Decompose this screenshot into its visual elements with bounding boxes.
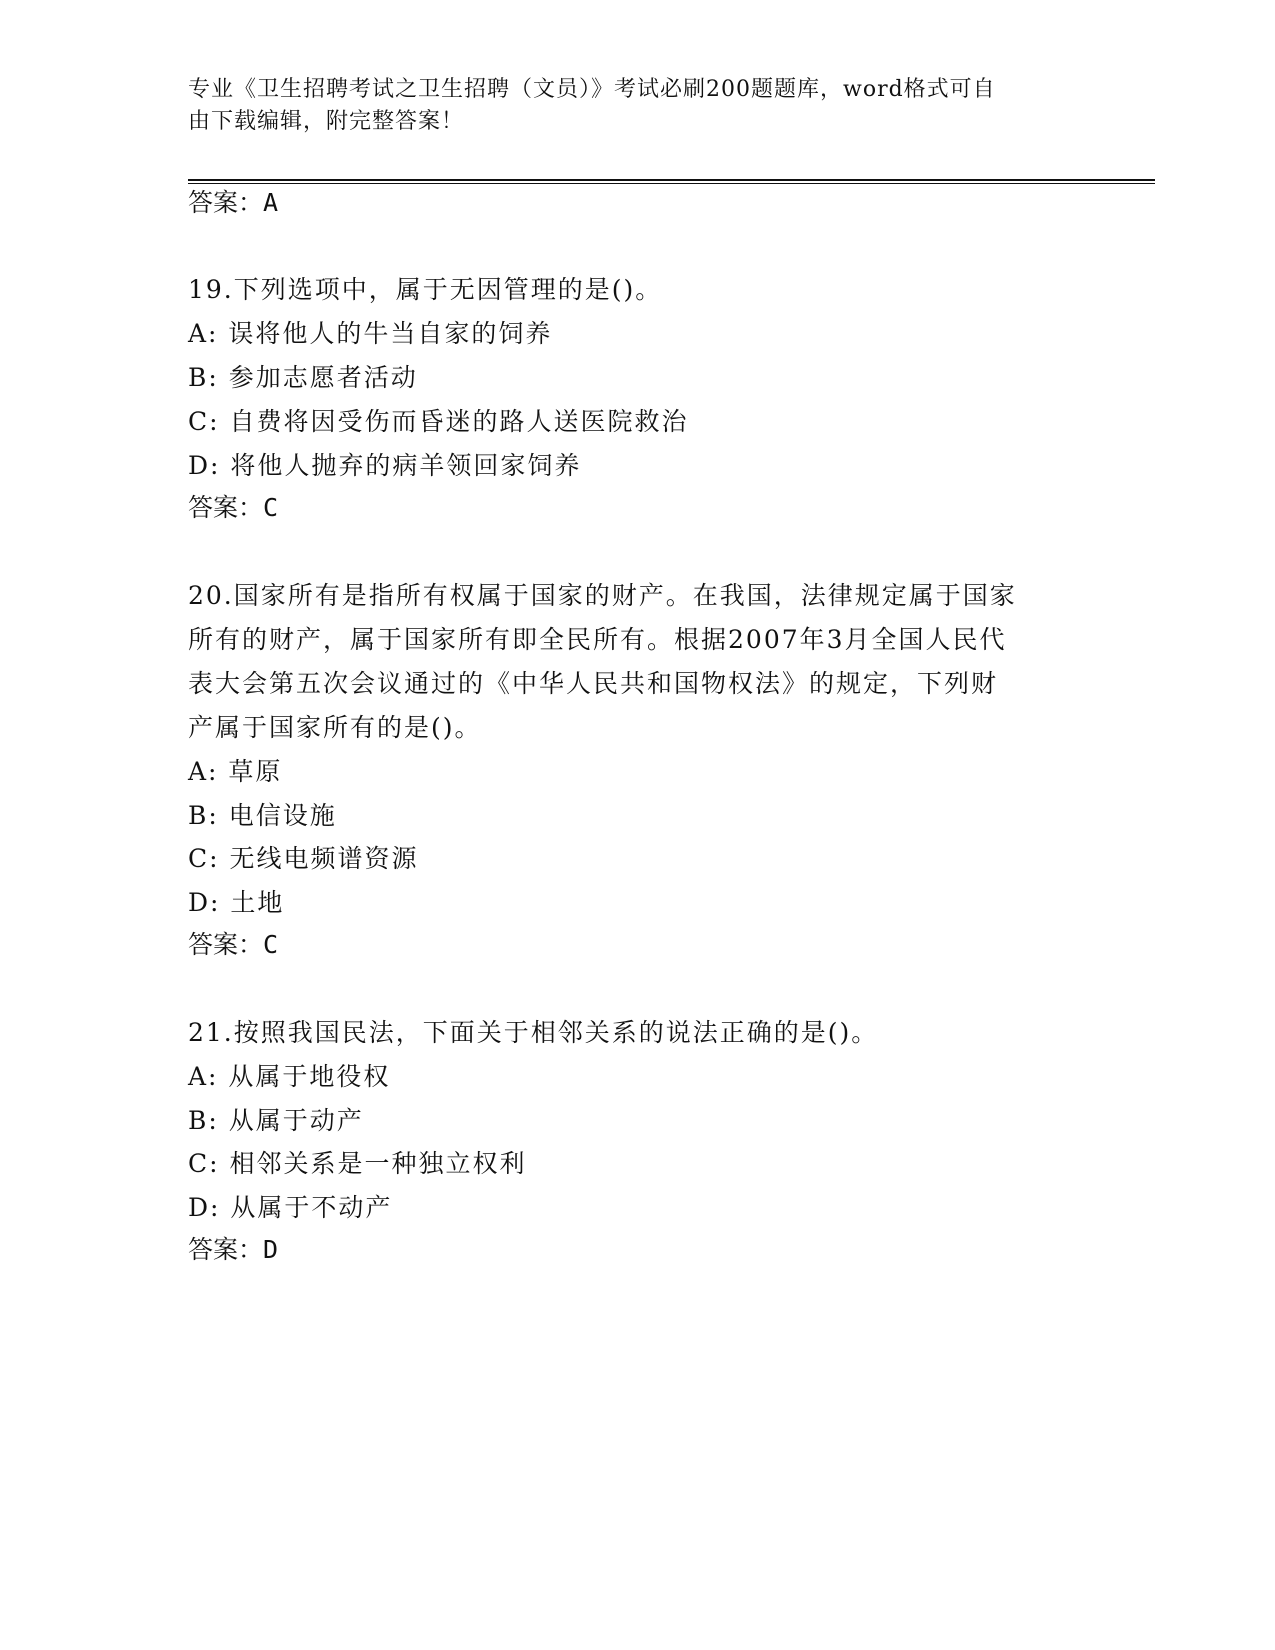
- question-19-option-d: D: 将他人抛弃的病羊领回家饲养: [188, 451, 582, 480]
- question-20-answer: [188, 928, 278, 962]
- question-21-option-a: A: 从属于地役权: [188, 1062, 391, 1091]
- question-20-stem-line-3: 表大会第五次会议通过的《中华人民共和国物权法》的规定，下列财: [188, 669, 999, 698]
- answer-label: 答案：: [188, 1235, 264, 1264]
- answer-label: 答案：: [188, 188, 264, 217]
- question-19-answer: [188, 491, 278, 525]
- answer-value: C: [263, 930, 279, 959]
- answer-label: 答案：: [188, 930, 264, 959]
- question-21-option-b: B: 从属于动产: [188, 1106, 364, 1135]
- question-20-stem-line-2: 所有的财产，属于国家所有即全民所有。根据2007年3月全国人民代: [188, 625, 1007, 654]
- question-19-option-a: A: 误将他人的牛当自家的饲养: [188, 319, 553, 348]
- question-20-stem-line-1: 20.国家所有是指所有权属于国家的财产。在我国，法律规定属于国家: [188, 581, 1017, 610]
- answer-label: 答案：: [188, 493, 264, 522]
- answer-value: D: [263, 1235, 279, 1264]
- question-21-option-d: D: 从属于不动产: [188, 1193, 393, 1222]
- question-20-option-a: A: 草原: [188, 757, 283, 786]
- question-20-option-b: B: 电信设施: [188, 801, 337, 830]
- answer-value: C: [263, 493, 279, 522]
- question-19-option-c: C: 自费将因受伤而昏迷的路人送医院救治: [188, 407, 689, 436]
- question-20-option-d: D: 土地: [188, 888, 285, 917]
- question-19-option-b: B: 参加志愿者活动: [188, 363, 418, 392]
- header-line-1: 专业《卫生招聘考试之卫生招聘（文员）》考试必刷200题题库，word格式可自: [188, 77, 996, 102]
- question-19-stem: 19.下列选项中，属于无因管理的是()。: [188, 275, 663, 304]
- question-21-option-c: C: 相邻关系是一种独立权利: [188, 1149, 527, 1178]
- header-divider: [188, 179, 1155, 184]
- answer-value: A: [263, 188, 279, 217]
- question-21-stem: 21.按照我国民法，下面关于相邻关系的说法正确的是()。: [188, 1018, 879, 1047]
- question-21-answer: [188, 1233, 278, 1267]
- header-line-2: 由下载编辑，附完整答案！: [188, 109, 465, 134]
- document-header: [188, 74, 1068, 138]
- question-20-stem-line-4: 产属于国家所有的是()。: [188, 713, 482, 742]
- answer-previous: [188, 186, 278, 220]
- question-20-option-c: C: 无线电频谱资源: [188, 844, 419, 873]
